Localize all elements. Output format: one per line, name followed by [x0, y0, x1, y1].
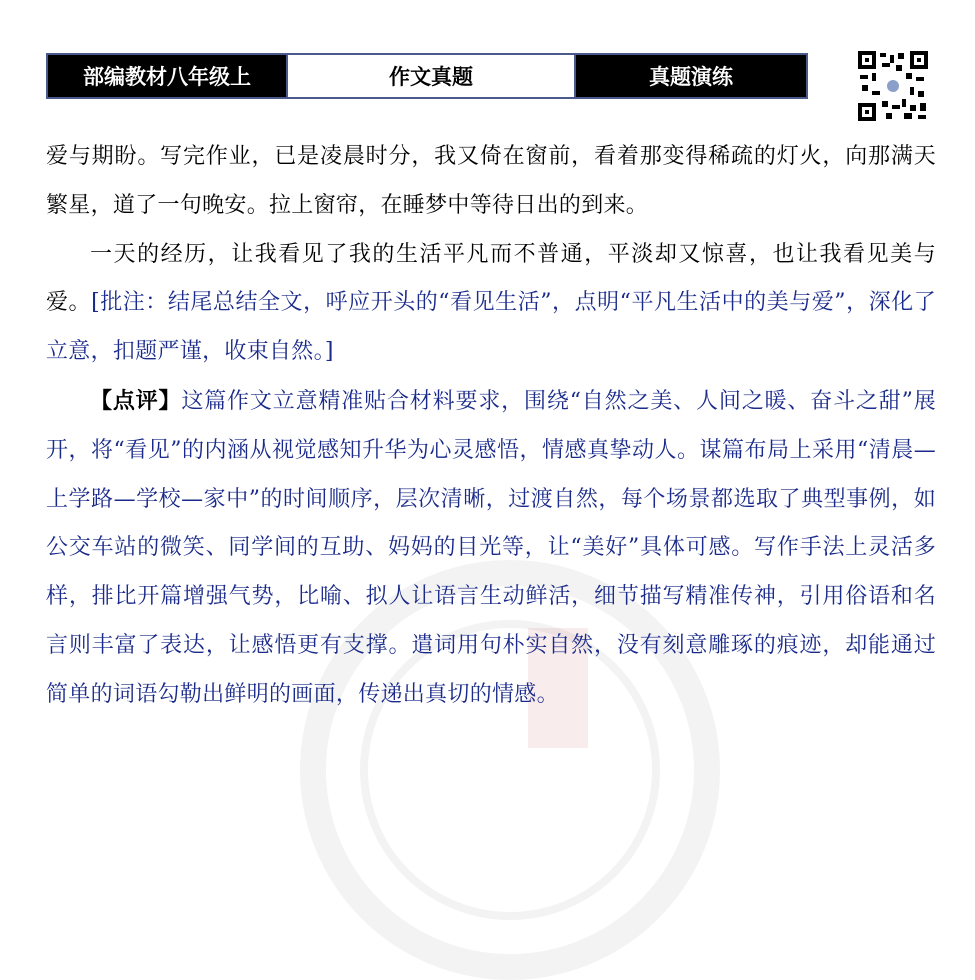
review-text: 这篇作文立意精准贴合材料要求，围绕“自然之美、人间之暖、奋斗之甜”展开，将“看见”的内涵从视觉感知升华为心灵感悟，情感真挚动人。谋篇布局上采用“清晨—上学路—学校—家中”的时间顺序，层次清晰，过渡自然，每个场景都选取了典型事例，如公交车站的微笑、同学间的互助、妈妈的目光等，让“美好”具体可感。写作手法上灵活多样，排比开篇增强气势，比喻、拟人让语言生动鲜活，细节描写精准传神，引用俗语和名言则丰富了表达，让感悟更有支撑。遣词用句朴实自然，没有刻意雕琢的痕迹，却能通过简单的词语勾勒出鲜明的画面，传递出真切的情感。 — [46, 388, 936, 707]
qr-logo-icon — [885, 78, 901, 94]
qr-finder-icon — [858, 51, 876, 69]
essay-conclusion-text: 一天的经历，让我看见了我的生活平凡而不普通，平淡却又惊喜，也让我看见美与爱。 — [46, 241, 936, 316]
header-category-label: 作文真题 — [286, 55, 576, 97]
header-textbook-label: 部编教材八年级上 — [48, 55, 286, 97]
section-header — [46, 53, 808, 99]
qr-finder-icon — [858, 103, 876, 121]
header-practice-label: 真题演练 — [576, 55, 806, 97]
qr-code-icon[interactable] — [858, 51, 928, 121]
review-paragraph — [46, 377, 936, 720]
review-label: 【点评】 — [90, 387, 182, 414]
annotation-note: [批注：结尾总结全文，呼应开头的“看见生活”，点明“平凡生活中的美与爱”，深化了立意，扣题严谨，收束自然。] — [46, 290, 937, 365]
essay-paragraph: 爱与期盼。写完作业，已是凌晨时分，我又倚在窗前，看着那变得稀疏的灯火，向那满天繁星，道了一句晚安。拉上窗帘，在睡梦中等待日出的到来。 — [46, 144, 936, 218]
qr-finder-icon — [910, 51, 928, 69]
essay-content — [46, 133, 936, 720]
essay-paragraph-conclusion — [46, 231, 936, 377]
